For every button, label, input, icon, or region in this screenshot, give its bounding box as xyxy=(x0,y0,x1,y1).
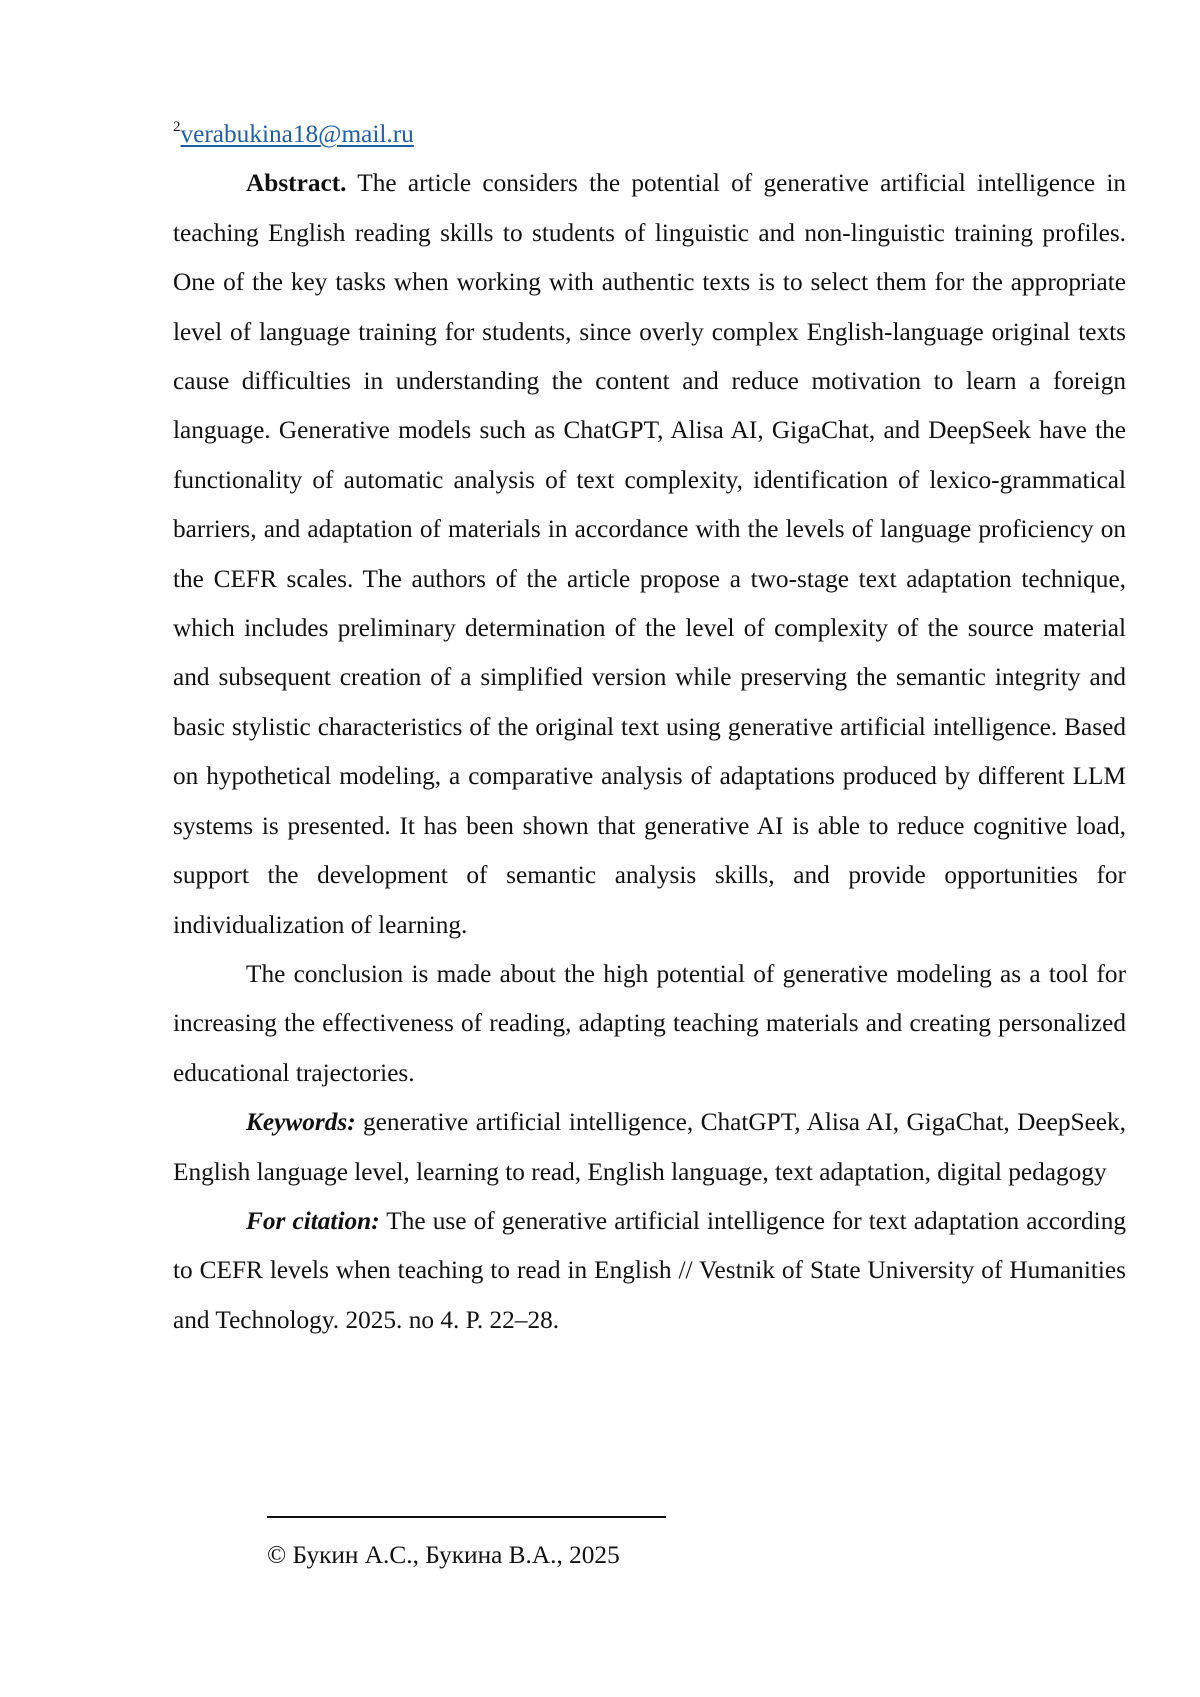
keywords-label: Keywords: xyxy=(246,1108,356,1137)
citation-text: The use of generative artificial intelligence for text adaptation according to CEFR levels when teaching to read in English // Vestnik of State University of Humanities and Technology. 2025. no 4. P. 22–28. xyxy=(173,1206,1127,1334)
article-body xyxy=(173,110,1126,1345)
abstract-label: Abstract. xyxy=(246,169,347,198)
affiliation-superscript: 2 xyxy=(173,118,181,135)
keywords-text: generative artificial intelligence, ChatGPT, Alisa AI, GigaChat, DeepSeek, English language level, learning to read, English language, text adaptation, digital pedagogy xyxy=(173,1108,1126,1186)
author-email-line xyxy=(173,110,1126,159)
citation-paragraph xyxy=(173,1197,1126,1345)
abstract-text: The article considers the potential of generative artificial intelligence in teaching English reading skills to students of linguistic and non-linguistic training profiles. One of the key tasks when working with authentic texts is to select them for the appropriate level of language training for students, since overly complex English-language original texts cause difficulties in understanding the content and reduce motivation to learn a foreign language. Generative models such as ChatGPT, Alisa AI, GigaChat, and DeepSeek have the functionality of automatic analysis of text complexity, identification of lexico-grammatical barriers, and adaptation of materials in accordance with the levels of language proficiency on the CEFR scales. The authors of the article propose a two-stage text adaptation technique, which includes preliminary determination of the level of complexity of the source material and subsequent creation of a simplified version while preserving the semantic integrity and basic stylistic characteristics of the original text using generative artificial intelligence. Based on hypothetical modeling, a comparative analysis of adaptations produced by different LLM systems is presented. It has been shown that generative AI is able to reduce cognitive load, support the development of semantic analysis skills, and provide opportunities for individualization of learning. xyxy=(173,169,1126,939)
citation-label: For citation: xyxy=(246,1206,380,1235)
author-email-link[interactable]: verabukina18@mail.ru xyxy=(180,120,414,148)
footnote-divider xyxy=(267,1516,666,1518)
keywords-paragraph xyxy=(173,1098,1126,1197)
conclusion-paragraph xyxy=(173,950,1126,1098)
copyright-footnote: © Букин А.С., Букина В.А., 2025 xyxy=(267,1541,620,1569)
abstract-paragraph xyxy=(173,159,1126,950)
conclusion-text: The conclusion is made about the high potential of generative modeling as a tool for increasing the effectiveness of reading, adapting teaching materials and creating personalized educational trajectories. xyxy=(173,959,1126,1087)
